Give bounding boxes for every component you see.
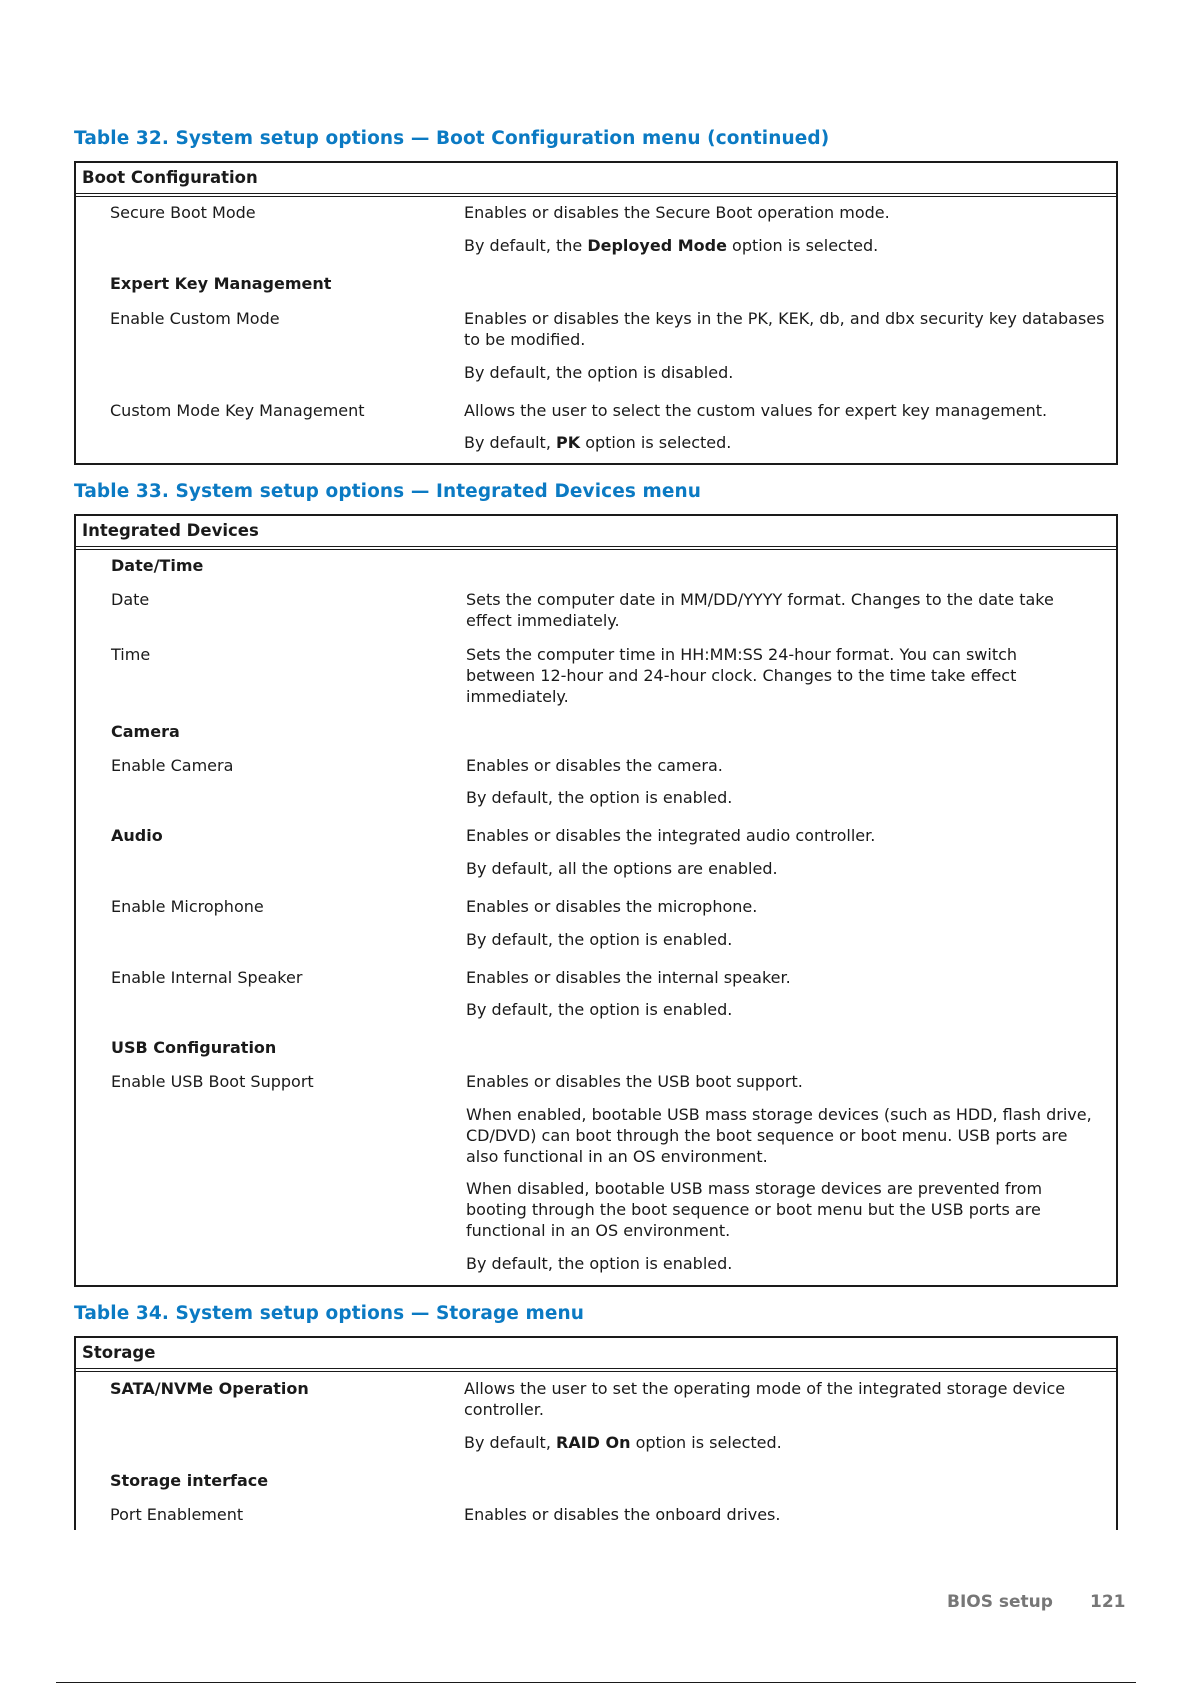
enable-usb-boot-enabled-line3: also functional in an OS environment.	[466, 1147, 768, 1166]
enable-internal-speaker-default: By default, the option is enabled.	[466, 1000, 733, 1019]
table-32-header: Boot Configuration	[76, 163, 1116, 197]
enable-usb-boot-enabled-line2: CD/DVD) can boot through the boot sequence or boot menu. USB ports are	[466, 1126, 1068, 1145]
enable-usb-boot-disabled-line1: When disabled, bootable USB mass storage devices are prevented from	[466, 1179, 1043, 1198]
sata-nvme-operation-default	[464, 1432, 782, 1453]
default-value: RAID On	[556, 1433, 631, 1452]
default-suffix: option is selected.	[580, 433, 732, 452]
table-34-header: Storage	[76, 1338, 1116, 1372]
enable-camera-label: Enable Camera	[111, 756, 234, 775]
default-value: PK	[556, 433, 581, 452]
table-33-header: Integrated Devices	[76, 516, 1116, 550]
default-prefix: By default, the	[464, 236, 588, 255]
default-suffix: option is selected.	[726, 236, 879, 255]
port-enablement-label: Port Enablement	[110, 1505, 244, 1524]
secure-boot-mode-default	[464, 235, 878, 256]
enable-usb-boot-disabled-line2: booting through the boot sequence or boot menu but the USB ports are	[466, 1200, 1041, 1219]
date-desc-line2: effect immediately.	[466, 611, 620, 630]
time-desc-line1: Sets the computer time in HH:MM:SS 24-hour format. You can switch	[466, 645, 1018, 664]
enable-usb-boot-disabled-line3: functional in an OS environment.	[466, 1221, 731, 1240]
default-prefix: By default,	[464, 433, 556, 452]
enable-internal-speaker-desc: Enables or disables the internal speaker.	[466, 968, 791, 987]
enable-custom-mode-label: Enable Custom Mode	[110, 309, 280, 328]
table-34-caption: Table 34. System setup options — Storage menu	[74, 1303, 585, 1324]
audio-label: Audio	[111, 826, 163, 845]
custom-mode-key-management-default	[464, 432, 731, 453]
custom-mode-key-management-label: Custom Mode Key Management	[110, 401, 365, 420]
default-suffix: option is selected.	[630, 1433, 782, 1452]
expert-key-management-heading: Expert Key Management	[110, 274, 332, 293]
enable-custom-mode-desc-line2: to be modified.	[464, 330, 586, 349]
sata-nvme-operation-label: SATA/NVMe Operation	[110, 1379, 309, 1398]
page-number: 121	[1090, 1592, 1126, 1612]
sata-nvme-operation-desc-line2: controller.	[464, 1400, 544, 1419]
table-32-caption: Table 32. System setup options — Boot Configuration menu (continued)	[74, 128, 830, 149]
enable-usb-boot-default: By default, the option is enabled.	[466, 1254, 733, 1273]
date-desc-line1: Sets the computer date in MM/DD/YYYY format. Changes to the date take	[466, 590, 1054, 609]
table-33-caption: Table 33. System setup options — Integrated Devices menu	[74, 481, 702, 502]
enable-microphone-desc: Enables or disables the microphone.	[466, 897, 758, 916]
enable-custom-mode-default: By default, the option is disabled.	[464, 363, 734, 382]
usb-configuration-heading: USB Configuration	[111, 1038, 277, 1057]
port-enablement-desc: Enables or disables the onboard drives.	[464, 1505, 781, 1524]
enable-custom-mode-desc-line1: Enables or disables the keys in the PK, KEK, db, and dbx security key databases	[464, 309, 1105, 328]
date-label: Date	[111, 590, 150, 609]
secure-boot-mode-desc: Enables or disables the Secure Boot operation mode.	[464, 203, 890, 222]
enable-usb-boot-enabled-line1: When enabled, bootable USB mass storage devices (such as HDD, flash drive,	[466, 1105, 1092, 1124]
table-32	[74, 161, 1118, 465]
enable-internal-speaker-label: Enable Internal Speaker	[111, 968, 303, 987]
table-34	[74, 1336, 1118, 1530]
default-prefix: By default,	[464, 1433, 556, 1452]
footer-section-title: BIOS setup	[947, 1592, 1053, 1612]
enable-usb-boot-desc: Enables or disables the USB boot support.	[466, 1072, 803, 1091]
camera-heading: Camera	[111, 722, 180, 741]
time-desc-line3: immediately.	[466, 687, 569, 706]
storage-interface-heading: Storage interface	[110, 1471, 269, 1490]
custom-mode-key-management-desc: Allows the user to select the custom values for expert key management.	[464, 401, 1048, 420]
enable-camera-default: By default, the option is enabled.	[466, 788, 733, 807]
secure-boot-mode-label: Secure Boot Mode	[110, 203, 256, 222]
table-33	[74, 514, 1118, 1287]
audio-desc: Enables or disables the integrated audio controller.	[466, 826, 876, 845]
time-label: Time	[111, 645, 151, 664]
datetime-heading: Date/Time	[111, 556, 204, 575]
sata-nvme-operation-desc-line1: Allows the user to set the operating mode of the integrated storage device	[464, 1379, 1066, 1398]
audio-default: By default, all the options are enabled.	[466, 859, 778, 878]
enable-usb-boot-label: Enable USB Boot Support	[111, 1072, 314, 1091]
enable-microphone-label: Enable Microphone	[111, 897, 264, 916]
time-desc-line2: between 12-hour and 24-hour clock. Changes to the time take effect	[466, 666, 1017, 685]
enable-camera-desc: Enables or disables the camera.	[466, 756, 723, 775]
footer-divider	[56, 1682, 1136, 1683]
enable-microphone-default: By default, the option is enabled.	[466, 930, 733, 949]
default-value: Deployed Mode	[587, 236, 727, 255]
